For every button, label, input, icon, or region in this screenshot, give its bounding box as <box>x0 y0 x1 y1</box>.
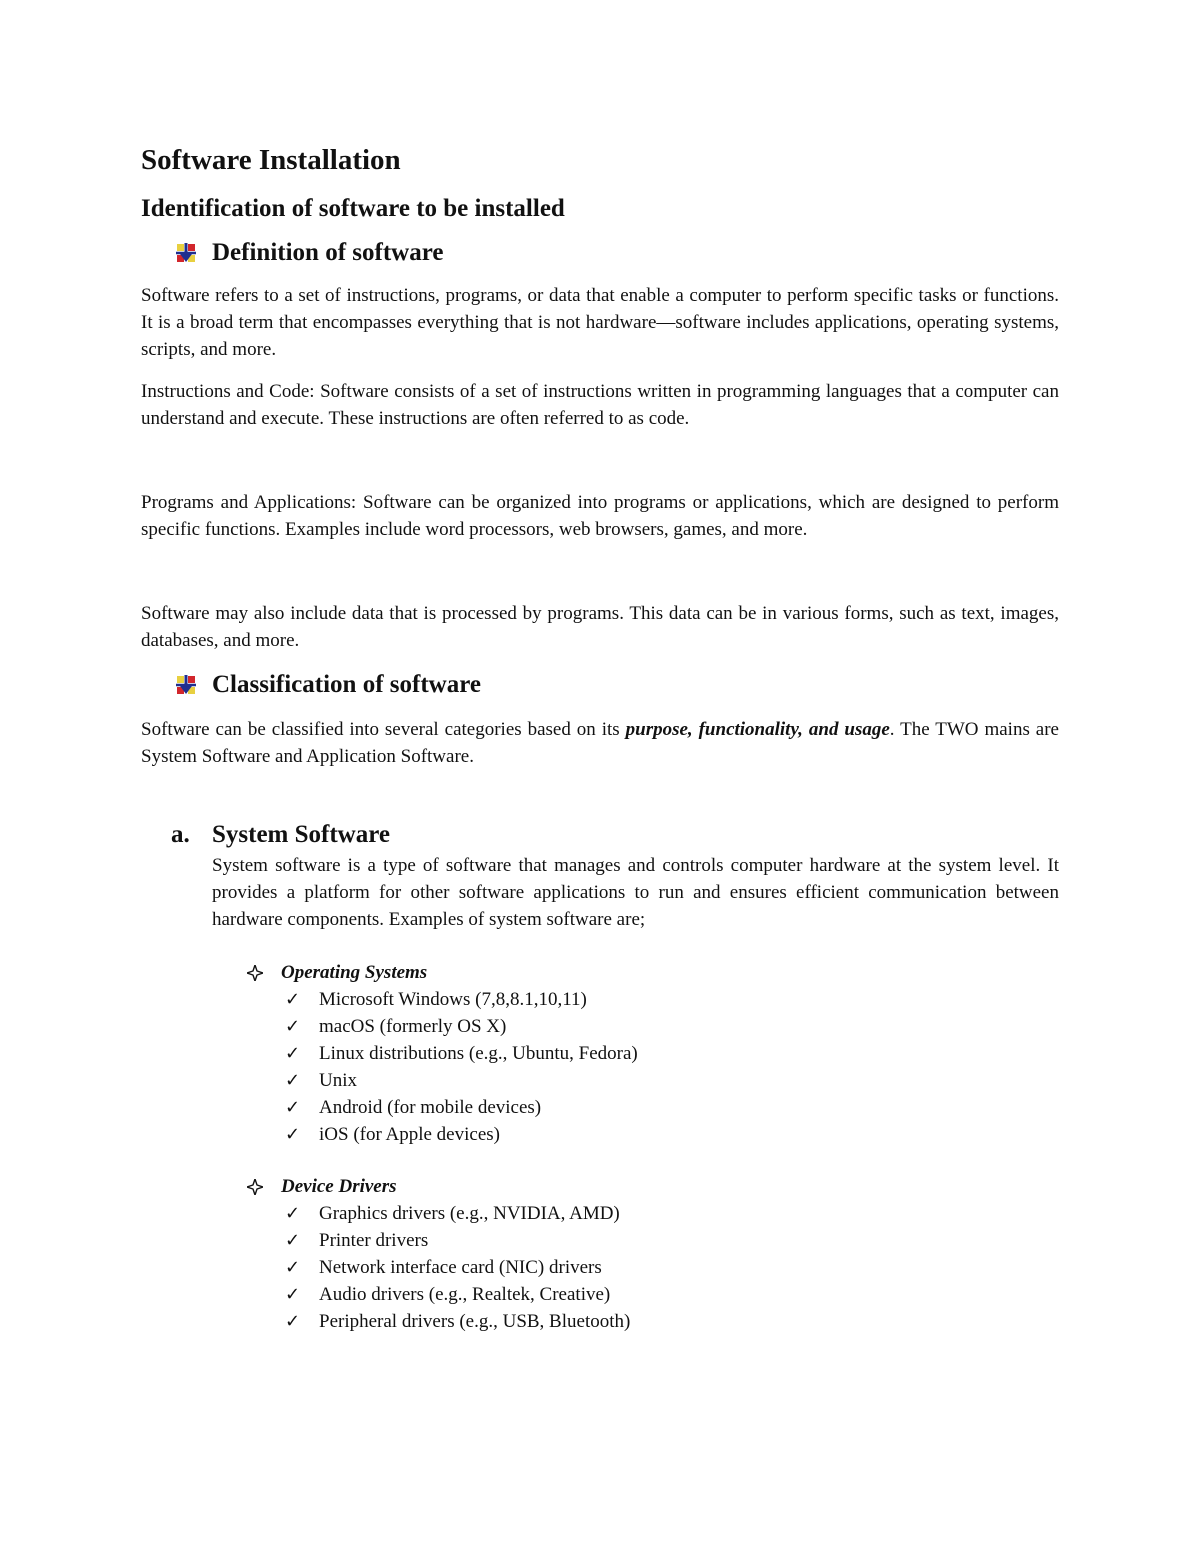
list-item: ✓ Unix <box>285 1067 1059 1094</box>
checkmark-icon: ✓ <box>285 1203 301 1224</box>
checkmark-icon: ✓ <box>285 1124 301 1145</box>
diamond-bullet-icon <box>247 965 263 981</box>
arrow-bullet-icon <box>175 242 197 264</box>
list-item: ✓ Audio drivers (e.g., Realtek, Creative) <box>285 1281 1059 1308</box>
checkmark-icon: ✓ <box>285 1016 301 1037</box>
list-item: ✓ iOS (for Apple devices) <box>285 1121 1059 1148</box>
list-item: ✓ Printer drivers <box>285 1227 1059 1254</box>
group-heading-text: Device Drivers <box>281 1176 397 1197</box>
section-subtitle: Identification of software to be installed <box>141 195 565 222</box>
classification-text-after: . The TWO mains are System Software and Application Software. <box>141 719 1059 767</box>
list-item: ✓ Microsoft Windows (7,8,8.1,10,11) <box>285 986 1059 1013</box>
group-heading <box>247 1173 1059 1200</box>
diamond-bullet-icon <box>247 1179 263 1195</box>
group-heading-text: Operating Systems <box>281 962 428 983</box>
checkmark-icon: ✓ <box>285 1070 301 1091</box>
list-item: ✓ Network interface card (NIC) drivers <box>285 1254 1059 1281</box>
operating-systems-list <box>247 986 1059 1148</box>
system-software-body <box>212 852 1059 933</box>
checkmark-icon: ✓ <box>285 1284 301 1305</box>
checkmark-icon: ✓ <box>285 989 301 1010</box>
classification-text-before: Software can be classified into several categories based on its <box>141 719 626 740</box>
checkmark-icon: ✓ <box>285 1097 301 1118</box>
system-software-heading <box>141 818 1059 852</box>
list-marker: a. <box>171 821 190 848</box>
list-item: ✓ Linux distributions (e.g., Ubuntu, Fedora) <box>285 1040 1059 1067</box>
device-drivers-list <box>247 1200 1059 1335</box>
checkmark-icon: ✓ <box>285 1257 301 1278</box>
classification-heading-text: Classification of software <box>212 671 481 698</box>
classification-heading <box>175 668 1059 702</box>
list-item: ✓ macOS (formerly OS X) <box>285 1013 1059 1040</box>
definition-heading-text: Definition of software <box>212 239 444 266</box>
document-content <box>141 140 1059 1335</box>
operating-systems-group <box>247 959 1059 1148</box>
instructions-paragraph: Instructions and Code: Software consists of a set of instructions written in programming languages that a computer can understand and execute. These instructions are often referred to as code. <box>141 381 1059 429</box>
classification-emphasis: purpose, functionality, and usage <box>625 719 890 740</box>
list-item: ✓ Android (for mobile devices) <box>285 1094 1059 1121</box>
definition-paragraph: Software refers to a set of instructions, programs, or data that enable a computer to perform specific tasks or functions. It is a broad term that encompasses everything that is not hardware—software includes applications, operating systems, scripts, and more. <box>141 285 1059 360</box>
document-title: Software Installation <box>141 144 401 176</box>
system-software-paragraph: System software is a type of software that manages and controls computer hardware at the system level. It provides a platform for other software applications to run and ensures efficient communication between hardware components. Examples of system software are; <box>212 855 1059 930</box>
arrow-bullet-icon <box>175 674 197 696</box>
system-software-section <box>141 818 1059 1335</box>
classification-paragraph <box>141 716 1059 770</box>
data-paragraph: Software may also include data that is processed by programs. This data can be in various forms, such as text, images, databases, and more. <box>141 603 1059 651</box>
checkmark-icon: ✓ <box>285 1311 301 1332</box>
group-heading <box>247 959 1059 986</box>
checkmark-icon: ✓ <box>285 1230 301 1251</box>
programs-paragraph: Programs and Applications: Software can be organized into programs or applications, which are designed to perform specific functions. Examples include word processors, web browsers, games, and more. <box>141 492 1059 540</box>
checkmark-icon: ✓ <box>285 1043 301 1064</box>
list-item: ✓ Peripheral drivers (e.g., USB, Bluetooth) <box>285 1308 1059 1335</box>
list-item: ✓ Graphics drivers (e.g., NVIDIA, AMD) <box>285 1200 1059 1227</box>
definition-heading <box>175 236 1059 270</box>
system-software-heading-text: System Software <box>212 821 390 848</box>
device-drivers-group <box>247 1173 1059 1335</box>
